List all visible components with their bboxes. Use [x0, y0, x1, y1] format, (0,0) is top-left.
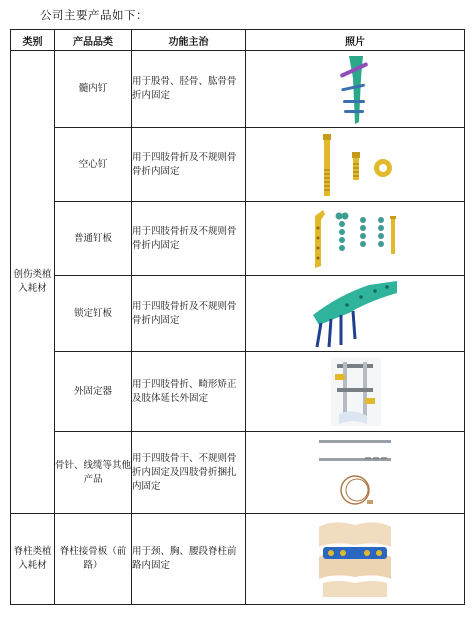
table-row — [11, 128, 465, 202]
photo-spinal-plate — [246, 514, 465, 605]
product-name: 脊柱接骨板（前路） — [55, 514, 132, 605]
photo-standard-plate — [246, 202, 465, 276]
header-function: 功能主治 — [132, 30, 246, 51]
standard-plate-image — [305, 206, 405, 272]
table-row — [11, 352, 465, 432]
product-name: 空心钉 — [55, 128, 132, 202]
locking-plate-image — [309, 279, 401, 349]
photo-pins-cables — [246, 432, 465, 514]
external-fixator-image — [323, 354, 387, 430]
photo-intramedullary-nail — [246, 51, 465, 128]
table-row — [11, 432, 465, 514]
category-spine: 脊柱类植入耗材 — [11, 514, 55, 605]
header-category: 类别 — [11, 30, 55, 51]
product-name: 骨针、线缆等其他产品 — [55, 432, 132, 514]
table-row — [11, 514, 465, 605]
product-name: 外固定器 — [55, 352, 132, 432]
spinal-plate-image — [313, 517, 397, 601]
table-row — [11, 51, 465, 128]
product-name: 髓内钉 — [55, 51, 132, 128]
photo-cannulated-screw — [246, 128, 465, 202]
product-function: 用于四肢骨折及不规则骨骨折内固定 — [132, 276, 246, 352]
product-function: 用于股骨、胫骨、肱骨骨折内固定 — [132, 51, 246, 128]
intramedullary-nail-image — [325, 52, 385, 126]
product-name: 锁定钉板 — [55, 276, 132, 352]
product-function: 用于四肢骨折、畸形矫正及肢体延长外固定 — [132, 352, 246, 432]
table-row — [11, 202, 465, 276]
photo-external-fixator — [246, 352, 465, 432]
intro-text: 公司主要产品如下： — [40, 8, 148, 22]
product-function: 用于颈、胸、腰段脊柱前路内固定 — [132, 514, 246, 605]
header-product: 产品品类 — [55, 30, 132, 51]
photo-locking-plate — [246, 276, 465, 352]
table-header-row — [11, 30, 465, 51]
pins-cables-image — [315, 434, 395, 512]
product-table — [10, 29, 465, 605]
table-row — [11, 276, 465, 352]
product-function: 用于四肢骨干、不规则骨折内固定及四肢骨折捆扎内固定 — [132, 432, 246, 514]
cannulated-screw-image — [305, 130, 405, 200]
product-function: 用于四肢骨折及不规则骨骨折内固定 — [132, 128, 246, 202]
header-photo: 照片 — [246, 30, 465, 51]
product-name: 普通钉板 — [55, 202, 132, 276]
product-function: 用于四肢骨折及不规则骨骨折内固定 — [132, 202, 246, 276]
category-trauma: 创伤类植入耗材 — [11, 51, 55, 514]
